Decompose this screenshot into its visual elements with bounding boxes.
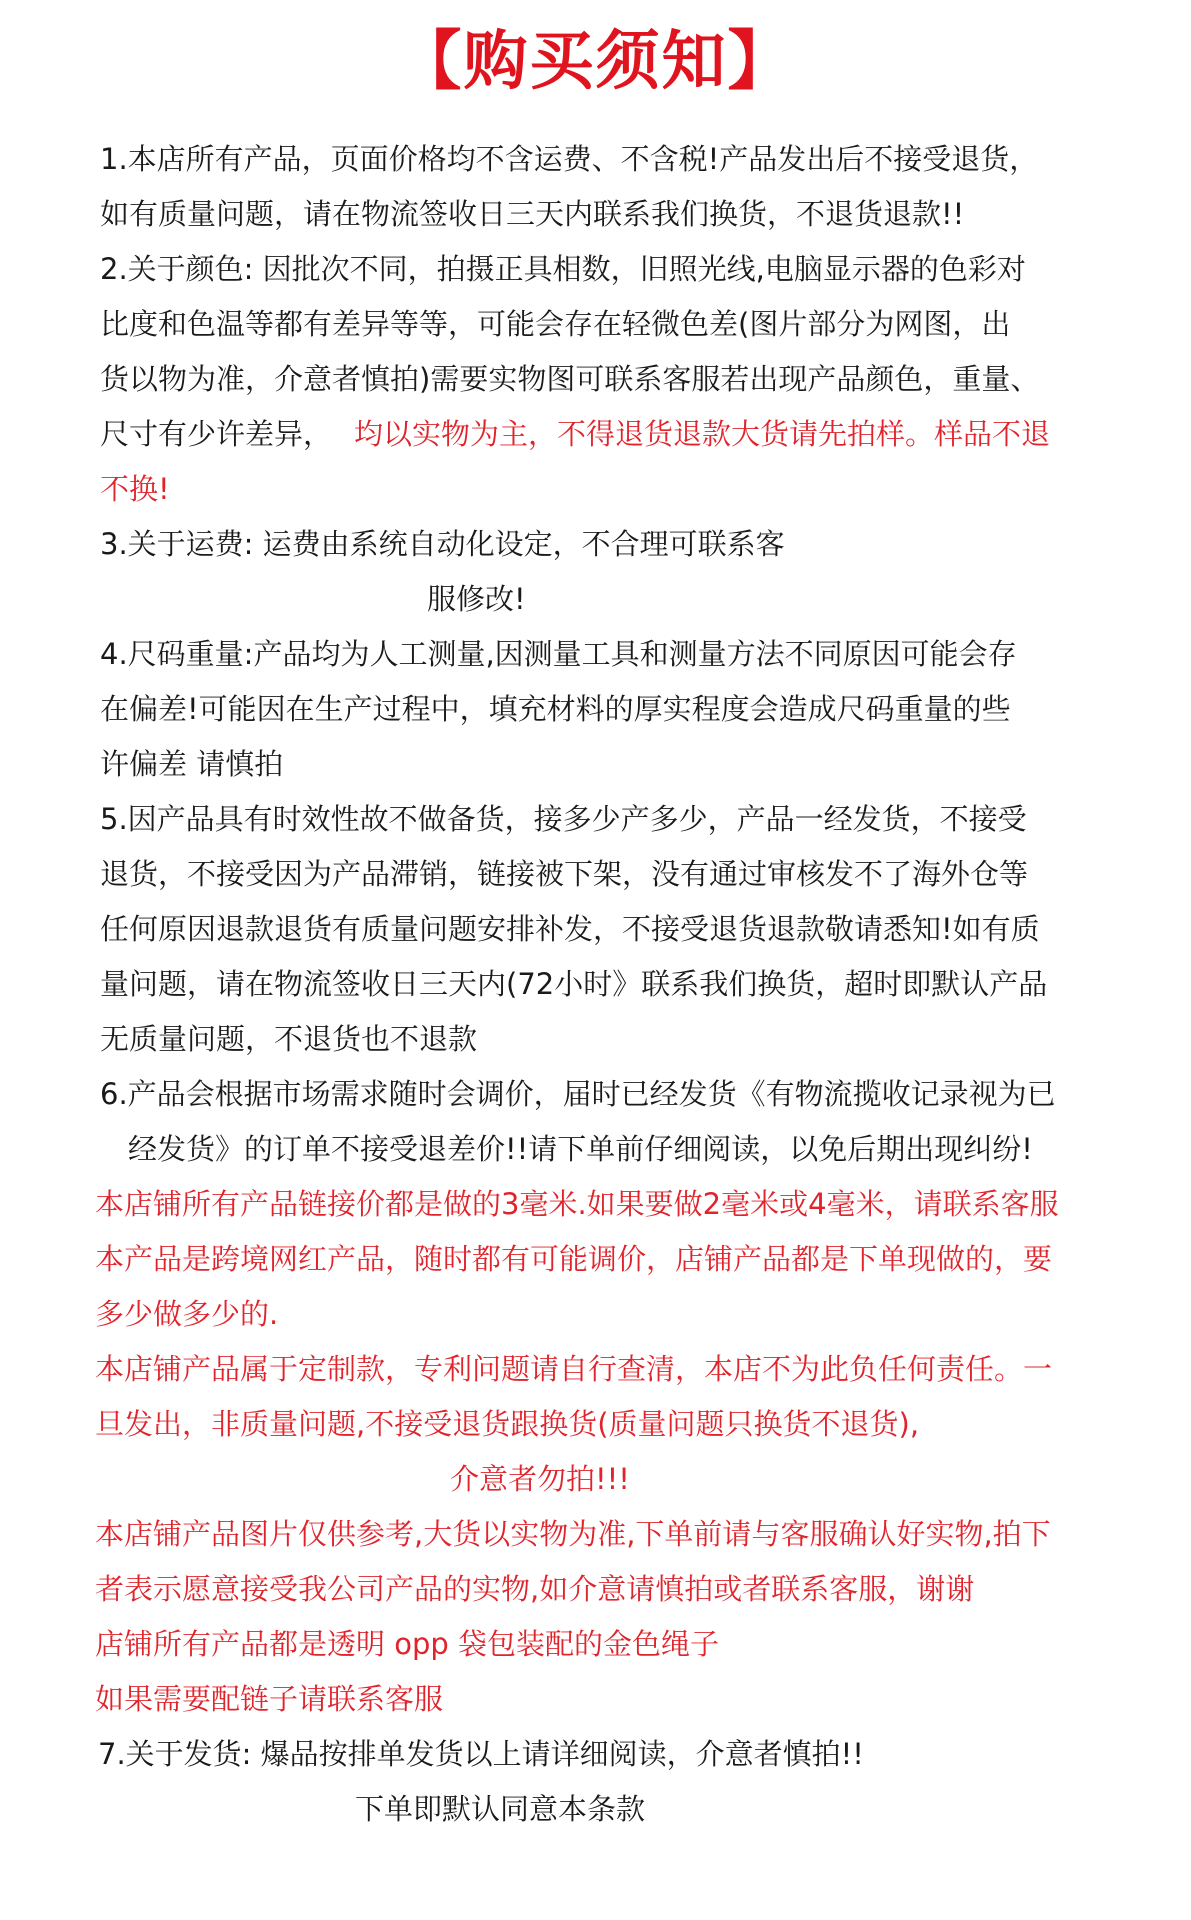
warning-line: 本店铺产品属于定制款，专利问题请自行查清，本店不为此负任何责任。一	[95, 1352, 1053, 1386]
warning-line: 不换!	[100, 472, 170, 506]
notice-line: 3.关于运费: 运费由系统自动化设定，不合理可联系客	[100, 527, 785, 561]
notice-line: 1.本店所有产品，页面价格均不含运费、不含税!产品发出后不接受退货，	[100, 142, 1039, 176]
warning-line: 旦发出，非质量问题,不接受退货跟换货(质量问题只换货不退货),	[95, 1407, 920, 1441]
closing-line: 下单即默认同意本条款	[355, 1792, 646, 1826]
warning-line: 均以实物为主，不得退货退款大货请先拍样。样品不退	[354, 417, 1051, 451]
warning-line: 本店铺所有产品链接价都是做的3毫米.如果要做2毫米或4毫米，请联系客服	[95, 1187, 1059, 1221]
warning-line: 如果需要配链子请联系客服	[95, 1682, 444, 1716]
warning-line: 本产品是跨境网红产品，随时都有可能调价，店铺产品都是下单现做的，要	[95, 1242, 1053, 1276]
notice-line: 量问题，请在物流签收日三天内(72小时》联系我们换货，超时即默认产品	[100, 967, 1048, 1001]
notice-line: 许偏差 请慎拍	[100, 747, 284, 781]
warning-line: 本店铺产品图片仅供参考,大货以实物为准,下单前请与客服确认好实物,拍下	[95, 1517, 1051, 1551]
notice-line: 比度和色温等都有差异等等，可能会存在轻微色差(图片部分为网图，出	[100, 307, 1011, 341]
notice-line: 尺寸有少许差异，	[100, 417, 333, 451]
notice-line: 经发货》的订单不接受退差价!!请下单前仔细阅读，以免后期出现纠纷!	[128, 1132, 1033, 1166]
notice-line: 任何原因退款退货有质量问题安排补发，不接受退货退款敬请悉知!如有质	[100, 912, 1040, 946]
notice-line: 无质量问题，不退货也不退款	[100, 1022, 478, 1056]
warning-line: 店铺所有产品都是透明 opp 袋包装配的金色绳子	[95, 1627, 719, 1661]
warning-line: 多少做多少的.	[95, 1297, 279, 1331]
notice-line: 在偏差!可能因在生产过程中，填充材料的厚实程度会造成尺码重量的些	[100, 692, 1011, 726]
page-title: 【购买须知】	[397, 25, 794, 99]
notice-line: 服修改!	[427, 582, 526, 616]
notice-line: 4.尺码重量:产品均为人工测量,因测量工具和测量方法不同原因可能会存	[100, 637, 1017, 671]
notice-line: 如有质量问题，请在物流签收日三天内联系我们换货，不退货退款!!	[100, 197, 965, 231]
notice-line: 7.关于发货: 爆品按排单发货以上请详细阅读，介意者慎拍!!	[98, 1737, 864, 1771]
notice-line: 2.关于颜色: 因批次不同，拍摄正具相数，旧照光线,电脑显示器的色彩对	[100, 252, 1026, 286]
warning-line: 介意者勿拍!!!	[450, 1462, 630, 1496]
warning-line: 者表示愿意接受我公司产品的实物,如介意请慎拍或者联系客服，谢谢	[95, 1572, 975, 1606]
notice-line: 退货，不接受因为产品滞销，链接被下架，没有通过审核发不了海外仓等	[100, 857, 1029, 891]
notice-line: 6.产品会根据市场需求随时会调价，届时已经发货《有物流揽收记录视为已	[100, 1077, 1056, 1111]
notice-line: 货以物为准，介意者慎拍)需要实物图可联系客服若出现产品颜色，重量、	[100, 362, 1040, 396]
notice-line: 5.因产品具有时效性故不做备货，接多少产多少，产品一经发货，不接受	[100, 802, 1027, 836]
